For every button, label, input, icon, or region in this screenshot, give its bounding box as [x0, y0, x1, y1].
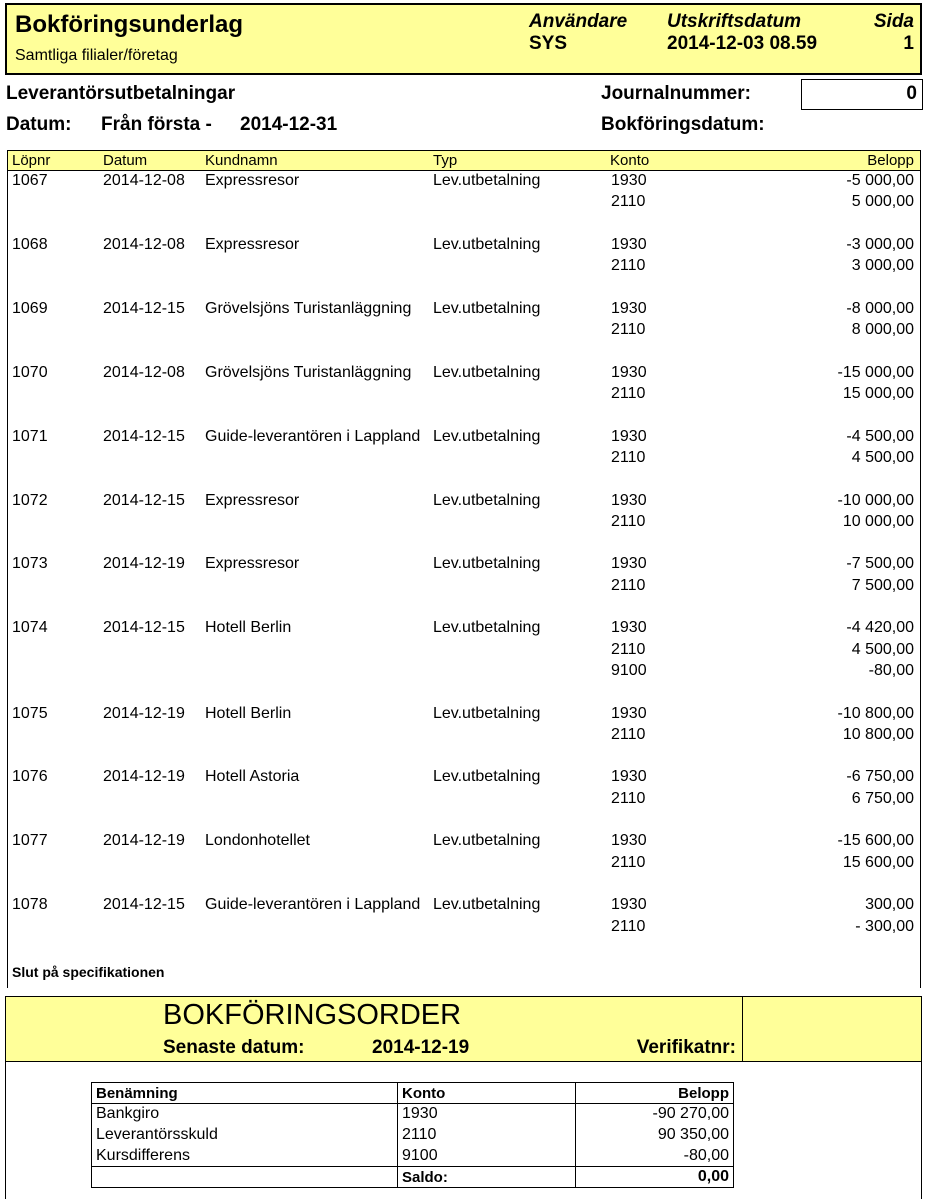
date-range-to: 2014-12-31	[240, 114, 338, 135]
entry-kundnamn: Grövelsjöns Turistanläggning	[205, 299, 412, 317]
entry-lopnr: 1073	[12, 555, 48, 573]
entry-belopp: -8 000,00	[846, 299, 914, 317]
verification-number-field	[742, 997, 921, 1062]
entry-belopp: -6 750,00	[846, 768, 914, 786]
entry-lopnr: 1074	[12, 619, 48, 637]
entry-datum: 2014-12-15	[103, 896, 185, 914]
entry-belopp: 300,00	[865, 896, 914, 914]
entry-konto: 1930	[611, 832, 647, 850]
entry-konto: 2110	[611, 853, 646, 871]
summary-benamning: Kursdifferens	[92, 1146, 398, 1167]
date-range-from: Från första -	[101, 114, 212, 135]
summary-konto: 9100	[398, 1146, 576, 1167]
summary-saldo-empty	[92, 1167, 398, 1188]
entry-lopnr: 1071	[12, 427, 48, 445]
entry-belopp: -7 500,00	[846, 555, 914, 573]
summary-col-belopp: Belopp	[576, 1083, 734, 1104]
entry-konto: 2110	[611, 725, 646, 743]
print-date-label: Utskriftsdatum	[667, 11, 802, 32]
order-header-band	[6, 997, 742, 1062]
summary-konto: 1930	[398, 1104, 576, 1125]
entry-typ: Lev.utbetalning	[433, 235, 541, 253]
entry-kundnamn: Guide-leverantören i Lappland	[205, 896, 421, 914]
entry-typ: Lev.utbetalning	[433, 299, 541, 317]
col-header-datum: Datum	[103, 152, 148, 169]
entry-typ: Lev.utbetalning	[433, 491, 541, 509]
entry-belopp: 10 800,00	[842, 725, 914, 743]
user-label: Användare	[529, 11, 628, 32]
entry-konto: 2110	[611, 448, 646, 466]
entry-konto: 1930	[611, 491, 647, 509]
booking-order	[5, 996, 922, 1199]
entry-typ: Lev.utbetalning	[433, 896, 541, 914]
table-header	[8, 150, 920, 171]
summary-row	[92, 1146, 734, 1167]
entry-belopp: 15 000,00	[842, 385, 914, 402]
saldo-label: Saldo:	[398, 1167, 576, 1188]
entry-belopp: 6 750,00	[851, 789, 914, 807]
col-header-kundnamn: Kundnamn	[205, 152, 278, 169]
entry-belopp: -3 000,00	[846, 235, 914, 253]
entry-konto: 1930	[611, 299, 647, 317]
entry-belopp: 8 000,00	[851, 321, 914, 339]
summary-konto: 2110	[398, 1125, 576, 1146]
report-header	[5, 3, 922, 75]
summary-benamning: Leverantörsskuld	[92, 1125, 398, 1146]
entry-datum: 2014-12-15	[103, 427, 185, 445]
transactions-table	[7, 150, 921, 988]
entry-kundnamn: Expressresor	[205, 555, 300, 573]
date-label: Datum:	[6, 114, 72, 135]
journal-number-field: 0	[801, 79, 923, 110]
entry-belopp: 15 600,00	[842, 853, 914, 871]
entry-lopnr: 1078	[12, 896, 48, 914]
entry-kundnamn: Guide-leverantören i Lappland	[205, 427, 421, 445]
entry-datum: 2014-12-08	[103, 172, 185, 189]
entry-belopp: -10 800,00	[837, 704, 914, 722]
entry-belopp: 7 500,00	[851, 576, 914, 594]
entry-konto: 1930	[611, 172, 647, 189]
entry-konto: 2110	[611, 193, 646, 211]
entry-belopp: -15 600,00	[837, 832, 914, 850]
latest-date-value: 2014-12-19	[372, 1037, 470, 1058]
entry-belopp: -80,00	[868, 661, 914, 679]
summary-table	[91, 1082, 734, 1188]
entry-datum: 2014-12-15	[103, 619, 185, 637]
journal-label: Journalnummer:	[601, 83, 751, 104]
col-header-belopp: Belopp	[867, 152, 914, 169]
entry-typ: Lev.utbetalning	[433, 427, 541, 445]
entry-konto: 2110	[611, 789, 646, 807]
summary-benamning: Bankgiro	[92, 1104, 398, 1125]
entry-lopnr: 1068	[12, 235, 48, 253]
entry-kundnamn: Hotell Berlin	[205, 619, 292, 637]
entry-konto: 1930	[611, 427, 647, 445]
entry-typ: Lev.utbetalning	[433, 704, 541, 722]
entry-datum: 2014-12-15	[103, 491, 185, 509]
entry-datum: 2014-12-19	[103, 832, 185, 850]
entry-konto: 1930	[611, 896, 647, 914]
entry-belopp: -10 000,00	[837, 491, 914, 509]
entry-lopnr: 1067	[12, 172, 48, 189]
entry-konto: 2110	[611, 512, 646, 530]
entry-lopnr: 1072	[12, 491, 48, 509]
summary-header-row	[92, 1083, 734, 1104]
latest-date-label: Senaste datum:	[163, 1037, 305, 1058]
entry-typ: Lev.utbetalning	[433, 768, 541, 786]
entry-konto: 2110	[611, 576, 646, 594]
entry-konto: 2110	[611, 321, 646, 339]
page-value: 1	[903, 33, 914, 54]
entry-belopp: 3 000,00	[851, 257, 914, 275]
verification-label: Verifikatnr:	[636, 1037, 736, 1058]
entry-belopp: 10 000,00	[842, 512, 914, 530]
summary-belopp: -80,00	[576, 1146, 734, 1167]
entry-konto: 1930	[611, 555, 647, 573]
report-subtitle: Samtliga filialer/företag	[15, 47, 178, 64]
saldo-value: 0,00	[576, 1167, 734, 1188]
entry-kundnamn: Expressresor	[205, 235, 300, 253]
entry-typ: Lev.utbetalning	[433, 363, 541, 381]
entry-belopp: 4 500,00	[851, 640, 914, 658]
entry-kundnamn: Londonhotellet	[205, 832, 310, 850]
entry-lopnr: 1070	[12, 363, 48, 381]
col-header-typ: Typ	[433, 152, 458, 169]
entry-kundnamn: Expressresor	[205, 172, 300, 189]
booking-date-label: Bokföringsdatum:	[601, 114, 765, 135]
end-of-specification: Slut på specifikationen	[12, 964, 165, 980]
summary-col-konto: Konto	[398, 1083, 576, 1104]
entry-lopnr: 1077	[12, 832, 48, 850]
entry-konto: 2110	[611, 257, 646, 275]
report-name: Leverantörsutbetalningar	[6, 83, 236, 104]
entry-konto: 1930	[611, 704, 647, 722]
entry-kundnamn: Grövelsjöns Turistanläggning	[205, 363, 412, 381]
entry-datum: 2014-12-19	[103, 555, 185, 573]
print-date-value: 2014-12-03 08.59	[667, 33, 818, 54]
entry-datum: 2014-12-19	[103, 704, 185, 722]
entry-typ: Lev.utbetalning	[433, 555, 541, 573]
entry-lopnr: 1069	[12, 299, 48, 317]
entry-belopp: - 300,00	[855, 917, 914, 935]
entry-typ: Lev.utbetalning	[433, 172, 541, 189]
entry-konto: 1930	[611, 363, 647, 381]
entry-typ: Lev.utbetalning	[433, 832, 541, 850]
entry-belopp: -15 000,00	[837, 363, 914, 381]
entry-konto: 2110	[611, 640, 646, 658]
entry-konto: 2110	[611, 917, 646, 935]
summary-row	[92, 1104, 734, 1125]
entry-lopnr: 1075	[12, 704, 48, 722]
entry-datum: 2014-12-15	[103, 299, 185, 317]
entry-belopp: -5 000,00	[846, 172, 914, 189]
entry-datum: 2014-12-08	[103, 363, 185, 381]
entry-kundnamn: Expressresor	[205, 491, 300, 509]
entry-konto: 9100	[611, 661, 647, 679]
user-value: SYS	[529, 33, 568, 54]
entry-konto: 1930	[611, 235, 647, 253]
order-title: BOKFÖRINGSORDER	[163, 999, 462, 1031]
summary-col-benamning: Benämning	[92, 1083, 398, 1104]
summary-belopp: 90 350,00	[576, 1125, 734, 1146]
col-header-lopnr: Löpnr	[12, 152, 51, 169]
entry-konto: 1930	[611, 768, 647, 786]
summary-row	[92, 1125, 734, 1146]
entry-konto: 2110	[611, 385, 646, 402]
entry-kundnamn: Hotell Berlin	[205, 704, 292, 722]
entry-belopp: 5 000,00	[851, 193, 914, 211]
entry-belopp: -4 500,00	[846, 427, 914, 445]
summary-saldo-row	[92, 1167, 734, 1188]
summary-belopp: -90 270,00	[576, 1104, 734, 1125]
entry-belopp: 4 500,00	[851, 448, 914, 466]
entry-konto: 1930	[611, 619, 647, 637]
entry-datum: 2014-12-08	[103, 235, 185, 253]
entry-belopp: -4 420,00	[846, 619, 914, 637]
entry-kundnamn: Hotell Astoria	[205, 768, 300, 786]
entry-datum: 2014-12-19	[103, 768, 185, 786]
page-label: Sida	[873, 11, 914, 32]
entry-lopnr: 1076	[12, 768, 48, 786]
entry-typ: Lev.utbetalning	[433, 619, 541, 637]
report-title: Bokföringsunderlag	[15, 11, 244, 38]
col-header-konto: Konto	[610, 152, 650, 169]
